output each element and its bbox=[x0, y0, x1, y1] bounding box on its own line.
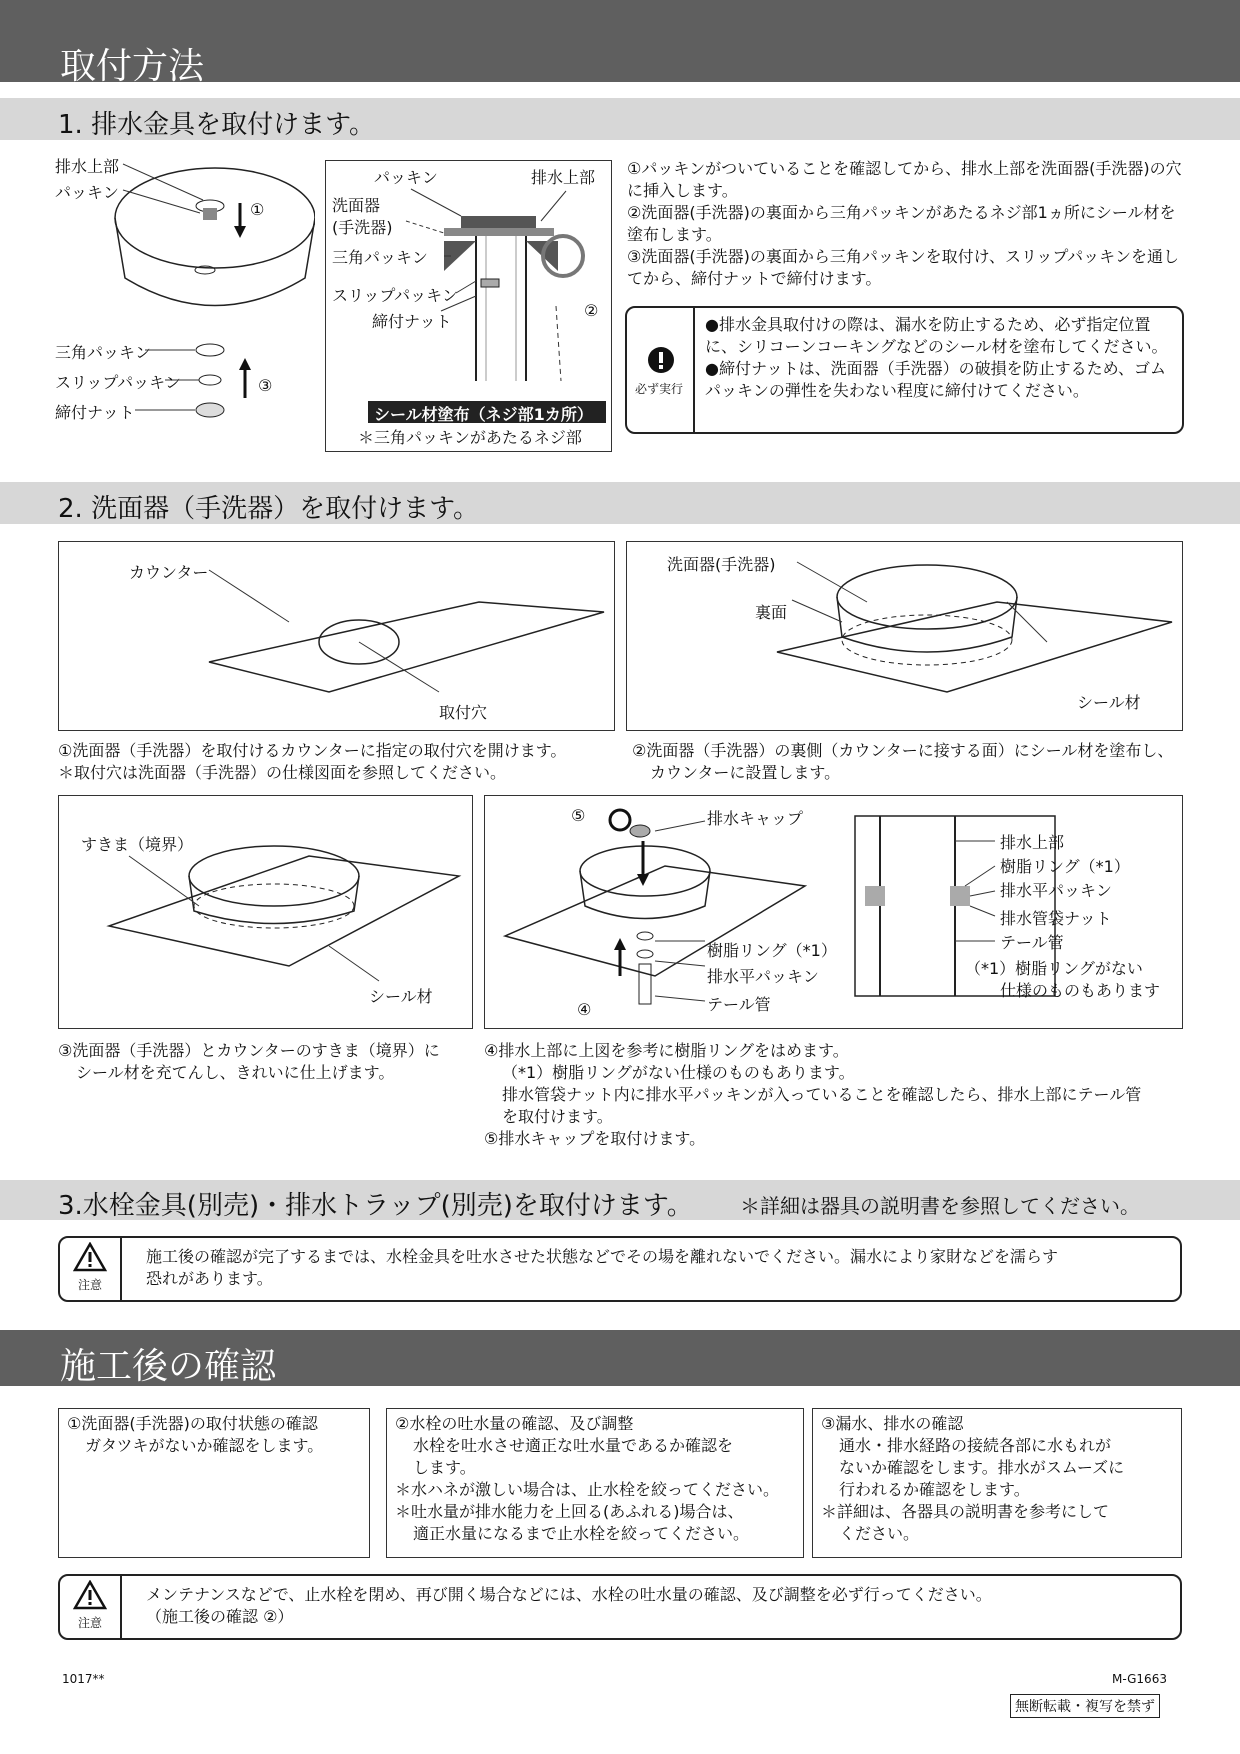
must-do-item-2: ●締付ナットは、洗面器（手洗器）の破損を防止するため、ゴムパッキンの弾性を失わない程度に締付けてください。 bbox=[705, 359, 1167, 400]
install-header bbox=[0, 0, 1240, 87]
label-seal-3: シール材 bbox=[369, 987, 433, 1006]
check2-title: ②水栓の吐水量の確認、及び調整 bbox=[395, 1414, 634, 1433]
caution-icon-wrap-2 bbox=[60, 1576, 120, 1631]
panel4-line-4: を取付けます。 bbox=[502, 1107, 613, 1126]
seal-note: ＊三角パッキンがあたるネジ部 bbox=[358, 428, 582, 447]
sec-label-drain-top: 排水上部 bbox=[531, 168, 596, 187]
label-hole: 取付穴 bbox=[439, 703, 488, 722]
panel4-line-5: ⑤排水キャップを取付けます。 bbox=[484, 1129, 706, 1148]
section3-note: ＊詳細は器具の説明書を参照してください。 bbox=[740, 1194, 1140, 1218]
step2-text: ②洗面器(手洗器)の裏面から三角パッキンがあたるネジ部1ヵ所にシール材を塗布します。 bbox=[627, 203, 1176, 244]
caution-box-1 bbox=[58, 1236, 1182, 1302]
footer-code-right: M-G1663 bbox=[1112, 1672, 1167, 1686]
caution-icon-wrap bbox=[60, 1238, 120, 1293]
panel1-caption-2: ＊取付穴は洗面器（手洗器）の仕様図面を参照してください。 bbox=[58, 763, 507, 782]
check3-line-3: 行われるか確認をします。 bbox=[839, 1480, 1030, 1499]
section1-steps bbox=[627, 158, 1187, 290]
panel4-line-2: （*1）樹脂リングがない仕様のものもあります。 bbox=[502, 1063, 855, 1082]
panel4-line-1: ④排水上部に上図を参考に樹脂リングをはめます。 bbox=[484, 1041, 849, 1060]
warning-triangle-icon bbox=[73, 1580, 107, 1610]
panel2-caption-1: ②洗面器（手洗器）の裏側（カウンターに接する面）にシール材を塗布し、 bbox=[632, 741, 1174, 760]
panel1-caption bbox=[58, 740, 618, 784]
label-step4: ④ bbox=[577, 1000, 592, 1019]
install-header-title: 取付方法 bbox=[60, 46, 205, 87]
detail-resin-ring: 樹脂リング（*1） bbox=[1000, 857, 1130, 876]
seal-banner: シール材塗布（ネジ部1カ所） bbox=[374, 405, 593, 424]
detail-note-2: 仕様のものもあります bbox=[1000, 981, 1161, 1000]
check3-line-5: ください。 bbox=[839, 1524, 920, 1543]
check3-line-4: ＊詳細は、各器具の説明書を参考にして bbox=[821, 1502, 1110, 1521]
check2-line-4: ＊吐水量が排水能力を上回る(あふれる)場合は、 bbox=[395, 1502, 744, 1521]
caution2-line-2: （施工後の確認 ②） bbox=[146, 1607, 294, 1626]
detail-tail-pipe: テール管 bbox=[1000, 933, 1064, 952]
label-seal: シール材 bbox=[1077, 693, 1141, 712]
label-counter: カウンター bbox=[129, 563, 209, 582]
label-tail-pipe: テール管 bbox=[707, 995, 771, 1014]
check2-line-1: 水栓を吐水させ適正な吐水量であるか確認を bbox=[413, 1436, 734, 1455]
check2-line-2: します。 bbox=[413, 1458, 476, 1477]
label-tri-packing: 三角パッキン bbox=[55, 343, 151, 362]
check3-line-2: ないか確認をします。排水がスムーズに bbox=[839, 1458, 1125, 1477]
check-box-3 bbox=[812, 1408, 1182, 1558]
sec-label-tri-packing: 三角パッキン bbox=[332, 248, 428, 267]
label-basin: 洗面器(手洗器) bbox=[667, 555, 776, 574]
caution2-line-1: メンテナンスなどで、止水栓を閉め、再び開く場合などには、水栓の吐水量の確認、及び調整を必ず行ってください。 bbox=[146, 1585, 992, 1604]
warning-triangle-icon bbox=[73, 1242, 107, 1272]
check-header-title: 施工後の確認 bbox=[60, 1346, 277, 1387]
exclamation-icon bbox=[647, 346, 675, 374]
step3-text: ③洗面器(手洗器)の裏面から三角パッキンを取付け、スリップパッキンを通してから、締付ナットで締付けます。 bbox=[627, 247, 1179, 288]
panel1-caption-1: ①洗面器（手洗器）を取付けるカウンターに指定の取付穴を開けます。 bbox=[58, 741, 567, 760]
panel2-caption-2: カウンターに設置します。 bbox=[650, 763, 841, 782]
panel3-caption-1: ③洗面器（手洗器）とカウンターのすきま（境界）に bbox=[58, 1041, 440, 1060]
caution-text-2 bbox=[146, 1584, 1166, 1628]
must-do-label: 必ず実行 bbox=[635, 382, 684, 396]
label-slip-packing: スリップパッキン bbox=[55, 373, 181, 392]
panel4-caption bbox=[484, 1040, 1184, 1150]
label-step1: ① bbox=[250, 200, 265, 219]
sec-label-basin: 洗面器 bbox=[332, 196, 381, 215]
counter-panel bbox=[58, 541, 615, 731]
section1-header bbox=[0, 98, 1240, 140]
label-nut: 締付ナット bbox=[55, 403, 135, 422]
sec-label-nut: 締付ナット bbox=[372, 312, 452, 331]
must-do-item-1: ●排水金具取付けの際は、漏水を防止するため、必ず指定位置に、シリコーンコーキングなどのシール材を塗布してください。 bbox=[705, 315, 1168, 356]
check-box-2 bbox=[386, 1408, 804, 1558]
must-do-box bbox=[625, 306, 1184, 434]
panel2-caption bbox=[632, 740, 1192, 784]
check-header bbox=[0, 1330, 1240, 1386]
check1-text: ガタツキがないか確認をします。 bbox=[85, 1436, 324, 1455]
check3-title: ③漏水、排水の確認 bbox=[821, 1414, 964, 1433]
section3-title: 3.水栓金具(別売)・排水トラップ(別売)を取付けます。 bbox=[58, 1191, 693, 1221]
must-do-items bbox=[705, 314, 1173, 402]
label-drain-top: 排水上部 bbox=[55, 157, 120, 176]
caution-text-1 bbox=[146, 1246, 1166, 1290]
section3-header bbox=[0, 1180, 1240, 1220]
label-resin-ring: 樹脂リング（*1） bbox=[707, 941, 837, 960]
caution-line-2: 恐れがあります。 bbox=[146, 1269, 273, 1288]
label-gap: すきま（境界） bbox=[81, 835, 194, 854]
check2-line-3: ＊水ハネが激しい場合は、止水栓を絞ってください。 bbox=[395, 1480, 780, 1499]
check3-line-1: 通水・排水経路の接続各部に水もれが bbox=[839, 1436, 1112, 1455]
detail-flat-packing: 排水平パッキン bbox=[1000, 881, 1112, 900]
label-back: 裏面 bbox=[755, 603, 788, 622]
detail-nut: 排水管袋ナット bbox=[1000, 909, 1112, 928]
label-drain-cap: 排水キャップ bbox=[707, 809, 804, 828]
section2-title: 2. 洗面器（手洗器）を取付けます。 bbox=[58, 494, 479, 524]
detail-note-1: （*1）樹脂リングがない bbox=[965, 959, 1143, 978]
footer-stamp: 無断転載・複写を禁ず bbox=[1010, 1694, 1160, 1718]
panel3-caption bbox=[58, 1040, 478, 1084]
drain-cap-panel bbox=[484, 795, 1183, 1029]
label-flat-packing: 排水平パッキン bbox=[707, 967, 819, 986]
sec-label-step2: ② bbox=[584, 301, 599, 320]
check1-title: ①洗面器(手洗器)の取付状態の確認 bbox=[67, 1414, 318, 1433]
drain-section-figure bbox=[325, 160, 612, 452]
basin-seal-panel bbox=[626, 541, 1183, 731]
label-packing: パッキン bbox=[55, 183, 119, 202]
label-step5: ⑤ bbox=[571, 806, 586, 825]
detail-drain-top: 排水上部 bbox=[1000, 833, 1065, 852]
sec-label-slip-packing: スリップパッキン bbox=[332, 286, 458, 305]
sec-label-basin-sub: (手洗器) bbox=[332, 218, 393, 237]
caution-line-1: 施工後の確認が完了するまでは、水栓金具を吐水させた状態などでその場を離れないでください。漏水により家財などを濡らす bbox=[146, 1247, 1059, 1266]
section2-header bbox=[0, 482, 1240, 524]
step1-text: ①パッキンがついていることを確認してから、排水上部を洗面器(手洗器)の穴に挿入します。 bbox=[627, 159, 1182, 200]
drain-exploded-figure bbox=[55, 158, 315, 438]
section1-title: 1. 排水金具を取付けます。 bbox=[58, 110, 375, 140]
caution-label-2: 注意 bbox=[77, 1616, 102, 1630]
panel3-caption-2: シール材を充てんし、きれいに仕上げます。 bbox=[76, 1063, 395, 1082]
check-box-1 bbox=[58, 1408, 370, 1558]
caution-box-2 bbox=[58, 1574, 1182, 1640]
panel4-line-3: 排水管袋ナット内に排水平パッキンが入っていることを確認したら、排水上部にテール管 bbox=[502, 1085, 1142, 1104]
label-step3: ③ bbox=[258, 376, 273, 395]
check2-line-5: 適正水量になるまで止水栓を絞ってください。 bbox=[413, 1524, 750, 1543]
caution-label: 注意 bbox=[77, 1278, 102, 1292]
footer-code-left: 1017** bbox=[62, 1672, 105, 1686]
sec-label-packing: パッキン bbox=[374, 168, 438, 187]
gap-seal-panel bbox=[58, 795, 473, 1029]
